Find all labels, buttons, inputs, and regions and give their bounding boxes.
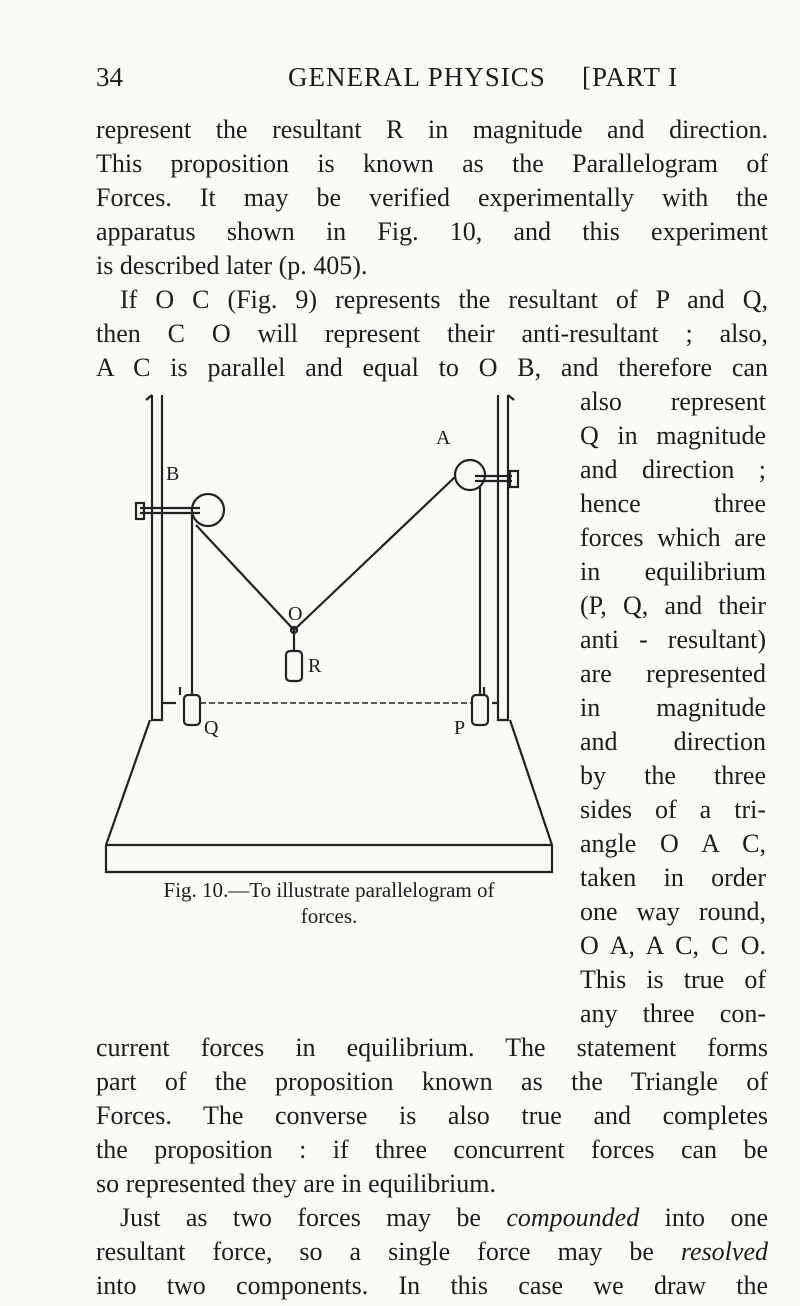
figure-10 <box>100 385 570 905</box>
emphasis-text: resolved <box>680 1237 768 1266</box>
text-line: is described later (p. 405). <box>96 251 368 280</box>
side-text-line: are represented <box>580 659 766 688</box>
text-line: A C is parallel and equal to O B, and therefore can <box>96 353 768 382</box>
side-text-line: sides of a tri- <box>580 795 766 824</box>
label-b: B <box>166 463 180 485</box>
side-text-line: any three con- <box>580 999 766 1028</box>
text-line: then C O will represent their anti-resultant ; also, <box>96 319 768 348</box>
caption-line: Fig. 10.—To illustrate parallelogram of <box>163 878 495 902</box>
side-text-line: anti - resultant) <box>580 625 766 654</box>
running-title: GENERAL PHYSICS <box>288 62 546 92</box>
side-text-line: taken in order <box>580 863 766 892</box>
label-o: O <box>288 603 303 625</box>
side-text-line: (P, Q, and their <box>580 591 766 620</box>
page-number: 34 <box>96 62 123 92</box>
text-line <box>120 1201 768 1235</box>
side-text-line: O A, A C, C O. <box>580 931 766 960</box>
caption-line: forces. <box>300 904 358 928</box>
side-text-line: in magnitude <box>580 693 766 722</box>
label-p: P <box>454 717 466 739</box>
text-line: so represented they are in equilibrium. <box>96 1169 496 1198</box>
base <box>106 845 552 872</box>
text-line: into two components. In this case we draw the <box>96 1271 768 1300</box>
text-line: Forces. The converse is also true and completes <box>96 1101 768 1130</box>
side-text-line: forces which are <box>580 523 766 552</box>
side-text-line: and direction ; <box>580 455 766 484</box>
left-pulley <box>192 494 224 526</box>
side-text-line: in equilibrium <box>580 557 766 586</box>
weight-q <box>184 695 200 725</box>
part-label: [PART I <box>582 62 679 92</box>
running-header <box>96 54 766 98</box>
text-line: Forces. It may be verified experimentally with the <box>96 183 768 212</box>
figure-caption <box>96 877 562 929</box>
weight-r <box>286 651 302 681</box>
label-q: Q <box>204 717 219 739</box>
text-line: current forces in equilibrium. The statement forms <box>96 1033 768 1062</box>
side-text-line: also represent <box>580 387 766 416</box>
text-line: apparatus shown in Fig. 10, and this experiment <box>96 217 768 246</box>
cord-oa <box>294 477 455 630</box>
text-span: into one <box>639 1203 768 1232</box>
side-text-line: This is true of <box>580 965 766 994</box>
side-text-line: angle O A C, <box>580 829 766 858</box>
side-text-line: hence three <box>580 489 766 518</box>
side-text-line: one way round, <box>580 897 766 926</box>
text-span: resultant force, so a single force may be <box>96 1237 681 1266</box>
label-a: A <box>436 427 451 449</box>
text-line <box>96 1235 768 1269</box>
weight-p <box>472 695 488 725</box>
cord-ob <box>196 525 294 630</box>
side-text-line: and direction <box>580 727 766 756</box>
right-upright <box>498 395 508 720</box>
side-text-line: by the three <box>580 761 766 790</box>
emphasis-text: compounded <box>506 1203 640 1232</box>
text-line: represent the resultant R in magnitude and direction. <box>96 115 768 144</box>
left-upright <box>152 395 162 720</box>
text-line: This proposition is known as the Parallelogram of <box>96 149 768 178</box>
text-line: If O C (Fig. 9) represents the resultant of P and Q, <box>120 285 768 314</box>
label-r: R <box>308 655 322 677</box>
side-text-line: Q in magnitude <box>580 421 766 450</box>
text-line: part of the proposition known as the Triangle of <box>96 1067 768 1096</box>
text-span: Just as two forces may be <box>120 1203 507 1232</box>
text-line: the proposition : if three concurrent forces can be <box>96 1135 768 1164</box>
